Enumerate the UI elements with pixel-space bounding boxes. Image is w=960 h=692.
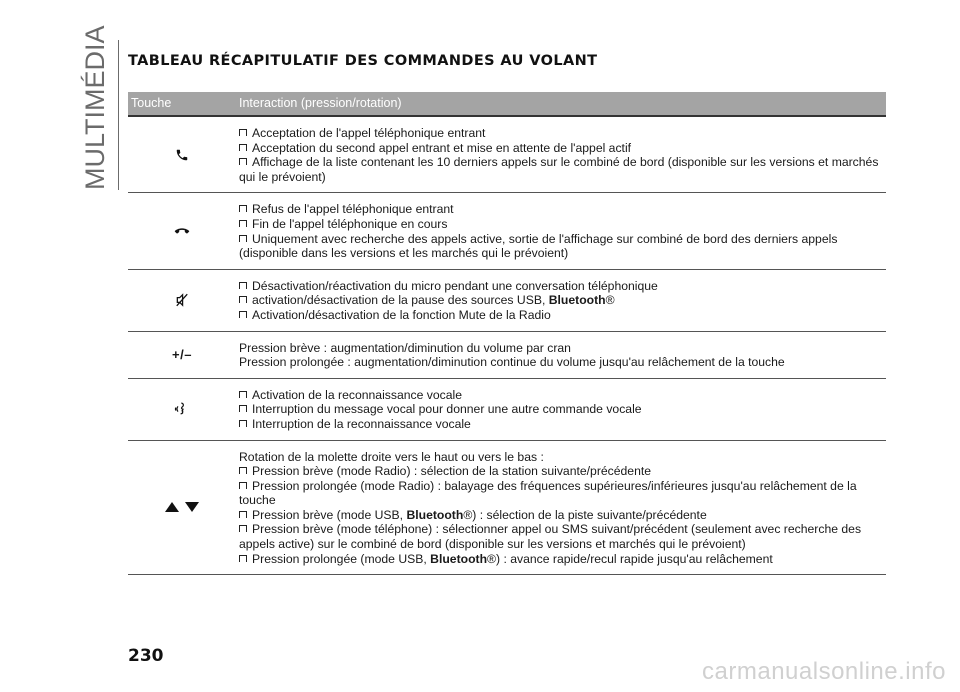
desc-text: activation/désactivation de la pause des sources USB, bbox=[252, 293, 549, 308]
header-key: Touche bbox=[131, 96, 172, 110]
bullet-icon bbox=[239, 555, 247, 562]
row-key bbox=[128, 270, 236, 331]
desc-text: Uniquement avec recherche des appels active, sortie de l'affichage sur combiné de bord des derniers appels bbox=[252, 231, 838, 246]
desc-text: Pression brève (mode USB, bbox=[252, 507, 407, 522]
table-row bbox=[128, 270, 886, 332]
row-key bbox=[128, 117, 236, 192]
bullet-icon bbox=[239, 311, 247, 318]
bullet-icon bbox=[239, 482, 247, 489]
desc-text: Refus de l'appel téléphonique entrant bbox=[252, 202, 454, 217]
row-key bbox=[128, 379, 236, 440]
phone-hangup-icon bbox=[174, 226, 190, 236]
desc-text: Pression prolongée : augmentation/diminution continue du volume jusqu'au relâchement de la touche bbox=[239, 355, 785, 370]
desc-line bbox=[239, 450, 886, 465]
page-number: 230 bbox=[128, 646, 164, 666]
desc-line bbox=[239, 479, 886, 508]
desc-text: Activation de la reconnaissance vocale bbox=[252, 387, 463, 402]
desc-text: qui le prévoient) bbox=[239, 169, 326, 184]
desc-text: Désactivation/réactivation du micro pendant une conversation téléphonique bbox=[252, 278, 658, 293]
desc-line bbox=[239, 552, 886, 567]
table-row bbox=[128, 332, 886, 379]
desc-line bbox=[239, 202, 886, 217]
desc-text-after: ® bbox=[605, 293, 615, 308]
desc-line bbox=[239, 417, 886, 432]
volume-key-label: +/– bbox=[172, 347, 192, 363]
scroll-wheel-arrows-icon bbox=[164, 501, 200, 513]
desc-text: Pression brève (mode Radio) : sélection de la station suivante/précédente bbox=[252, 464, 652, 479]
bullet-icon bbox=[239, 235, 247, 242]
desc-line bbox=[239, 341, 886, 356]
phone-answer-icon bbox=[175, 148, 189, 162]
row-desc bbox=[239, 270, 886, 331]
desc-text: Pression prolongée (mode USB, bbox=[252, 551, 431, 566]
desc-line bbox=[239, 537, 886, 552]
row-desc bbox=[239, 379, 886, 440]
brand-bold-text: Bluetooth bbox=[430, 551, 488, 566]
row-key bbox=[128, 441, 236, 575]
bullet-icon bbox=[239, 405, 247, 412]
bullet-icon bbox=[239, 282, 247, 289]
desc-line bbox=[239, 388, 886, 403]
bullet-icon bbox=[239, 144, 247, 151]
desc-line bbox=[239, 246, 886, 261]
desc-line bbox=[239, 170, 886, 185]
desc-text: Rotation de la molette droite vers le haut ou vers le bas : bbox=[239, 449, 544, 464]
desc-line bbox=[239, 279, 886, 294]
commands-table bbox=[128, 92, 886, 575]
row-key bbox=[128, 332, 236, 378]
desc-text: (disponible dans les versions et les marchés qui le prévoient) bbox=[239, 246, 569, 261]
brand-bold-text: Bluetooth bbox=[406, 507, 464, 522]
desc-text: Acceptation du second appel entrant et mise en attente de l'appel actif bbox=[252, 140, 632, 155]
table-header bbox=[128, 92, 886, 117]
section-tab bbox=[80, 25, 114, 190]
desc-line bbox=[239, 141, 886, 156]
bullet-icon bbox=[239, 296, 247, 303]
table-row bbox=[128, 379, 886, 441]
section-tab-label: MULTIMÉDIA bbox=[80, 25, 110, 190]
voice-command-icon bbox=[174, 401, 190, 417]
bullet-icon bbox=[239, 220, 247, 227]
bullet-icon bbox=[239, 525, 247, 532]
desc-line bbox=[239, 126, 886, 141]
bullet-icon bbox=[239, 391, 247, 398]
desc-line bbox=[239, 232, 886, 247]
desc-line bbox=[239, 155, 886, 170]
table-row bbox=[128, 441, 886, 576]
desc-line bbox=[239, 217, 886, 232]
bullet-icon bbox=[239, 158, 247, 165]
table-row bbox=[128, 193, 886, 269]
desc-text: Acceptation de l'appel téléphonique entrant bbox=[252, 126, 486, 140]
section-tab-rule bbox=[118, 40, 119, 190]
desc-line bbox=[239, 355, 886, 370]
row-desc bbox=[239, 441, 886, 575]
header-interaction: Interaction (pression/rotation) bbox=[239, 96, 402, 110]
desc-line bbox=[239, 293, 886, 308]
table-row bbox=[128, 117, 886, 193]
desc-line bbox=[239, 402, 886, 417]
desc-line bbox=[239, 308, 886, 323]
desc-text: appels active) sur le combiné de bord (disponible sur les versions et marchés qui le prévoient) bbox=[239, 537, 746, 552]
desc-text: Pression brève (mode téléphone) : sélectionner appel ou SMS suivant/précédent (seulement avec recherche des bbox=[252, 522, 862, 537]
desc-text: Activation/désactivation de la fonction Mute de la Radio bbox=[252, 307, 551, 322]
row-desc bbox=[239, 193, 886, 268]
desc-text: Pression prolongée (mode Radio) : balayage des fréquences supérieures/inférieures jusqu'au relâchement de la touche bbox=[239, 478, 857, 508]
row-desc bbox=[239, 332, 886, 378]
bullet-icon bbox=[239, 420, 247, 427]
bullet-icon bbox=[239, 467, 247, 474]
watermark: carmanualsonline.info bbox=[702, 658, 946, 685]
desc-text: Interruption de la reconnaissance vocale bbox=[252, 416, 471, 431]
desc-text: Interruption du message vocal pour donner une autre commande vocale bbox=[252, 402, 642, 417]
desc-text: Pression brève : augmentation/diminution du volume par cran bbox=[239, 340, 571, 355]
desc-line bbox=[239, 522, 886, 537]
row-desc bbox=[239, 117, 886, 192]
desc-text: Affichage de la liste contenant les 10 derniers appels sur le combiné de bord (disponible sur les versions et marchés bbox=[252, 155, 879, 170]
desc-text-after: ®) : sélection de la piste suivante/précédente bbox=[463, 507, 707, 522]
mute-icon bbox=[175, 292, 189, 308]
bullet-icon bbox=[239, 205, 247, 212]
bullet-icon bbox=[239, 511, 247, 518]
bullet-icon bbox=[239, 129, 247, 136]
brand-bold-text: Bluetooth bbox=[548, 293, 606, 308]
desc-text: Fin de l'appel téléphonique en cours bbox=[252, 216, 448, 231]
page-title: TABLEAU RÉCAPITULATIF DES COMMANDES AU VOLANT bbox=[128, 53, 598, 69]
desc-line bbox=[239, 464, 886, 479]
row-key bbox=[128, 193, 236, 268]
desc-line bbox=[239, 508, 886, 523]
desc-text-after: ®) : avance rapide/recul rapide jusqu'au relâchement bbox=[487, 551, 773, 566]
